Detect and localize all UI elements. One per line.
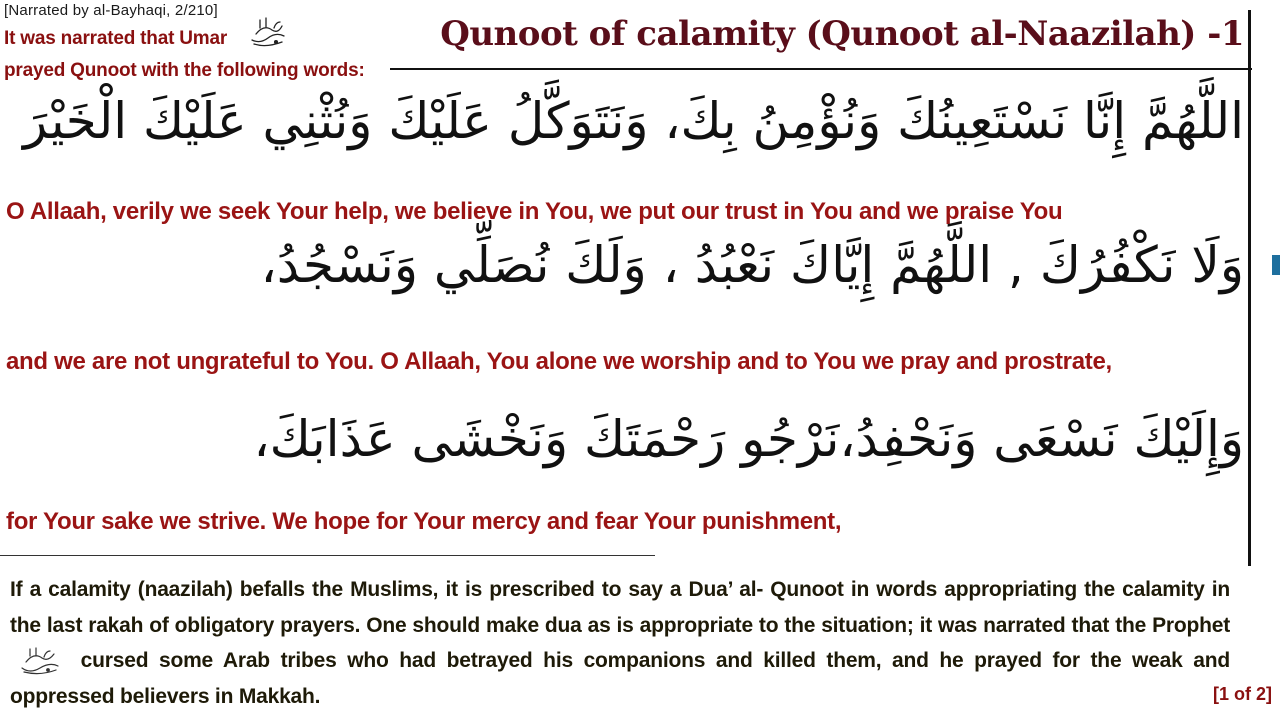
vertical-divider: [1248, 10, 1251, 566]
page-indicator: [1 of 2]: [1212, 684, 1272, 704]
note-text-part-2: cursed some Arab tribes who had betrayed his companions and killed them, and he prayed for the weak and oppressed believers in Makkah.: [10, 649, 1231, 708]
source-citation: [Narrated by al-Bayhaqi, 2/210]: [4, 2, 218, 19]
page-title: Qunoot of calamity (Qunoot al-Naazilah) -1: [440, 14, 1244, 54]
note-text-part-1: If a calamity (naazilah) befalls the Muslims, it is prescribed to say a Dua’ al- Qunoot in words appropriating the calamity in the last rakah of obligatory prayers. One should make dua as is appropriate to the situation; it was narrated that the Prophet: [10, 578, 1230, 637]
radiallahu-anhu-seal-icon: [246, 14, 290, 50]
arabic-line-3: وَإِلَيْكَ نَسْعَى وَنَحْفِدُ،نَرْجُو رَحْمَتَكَ وَنَخْشَى عَذَابَكَ،: [253, 410, 1244, 468]
intro-line-2: prayed Qunoot with the following words:: [4, 60, 365, 81]
translation-line-2: and we are not ungrateful to You. O Allaah, You alone we worship and to You we pray and prostrate,: [6, 348, 1112, 375]
arabic-line-1: اللَّهُمَّ إِنَّا نَسْتَعِينُكَ وَنُؤْمِنُ بِكَ، وَنَتَوَكَّلُ عَلَيْكَ وَنُثْنِي عَلَيْكَ الْخَيْرَ: [23, 92, 1244, 150]
translation-line-3: for Your sake we strive. We hope for Your mercy and fear Your punishment,: [6, 508, 842, 535]
title-divider: [390, 68, 1252, 70]
section-divider: [0, 555, 655, 556]
translation-line-1: O Allaah, verily we seek Your help, we believe in You, we put our trust in You and we praise You: [6, 198, 1063, 225]
intro-line-1: It was narrated that Umar: [4, 28, 228, 49]
arabic-line-2: وَلَا نَكْفُرُكَ , اللَّهُمَّ إِيَّاكَ نَعْبُدُ ، وَلَكَ نُصَلِّي وَنَسْجُدُ،: [260, 236, 1244, 294]
sallallahu-alayhi-wasallam-seal-icon: [18, 646, 62, 676]
explanatory-note: [10, 572, 1230, 714]
edge-tab-marker: [1272, 255, 1280, 275]
